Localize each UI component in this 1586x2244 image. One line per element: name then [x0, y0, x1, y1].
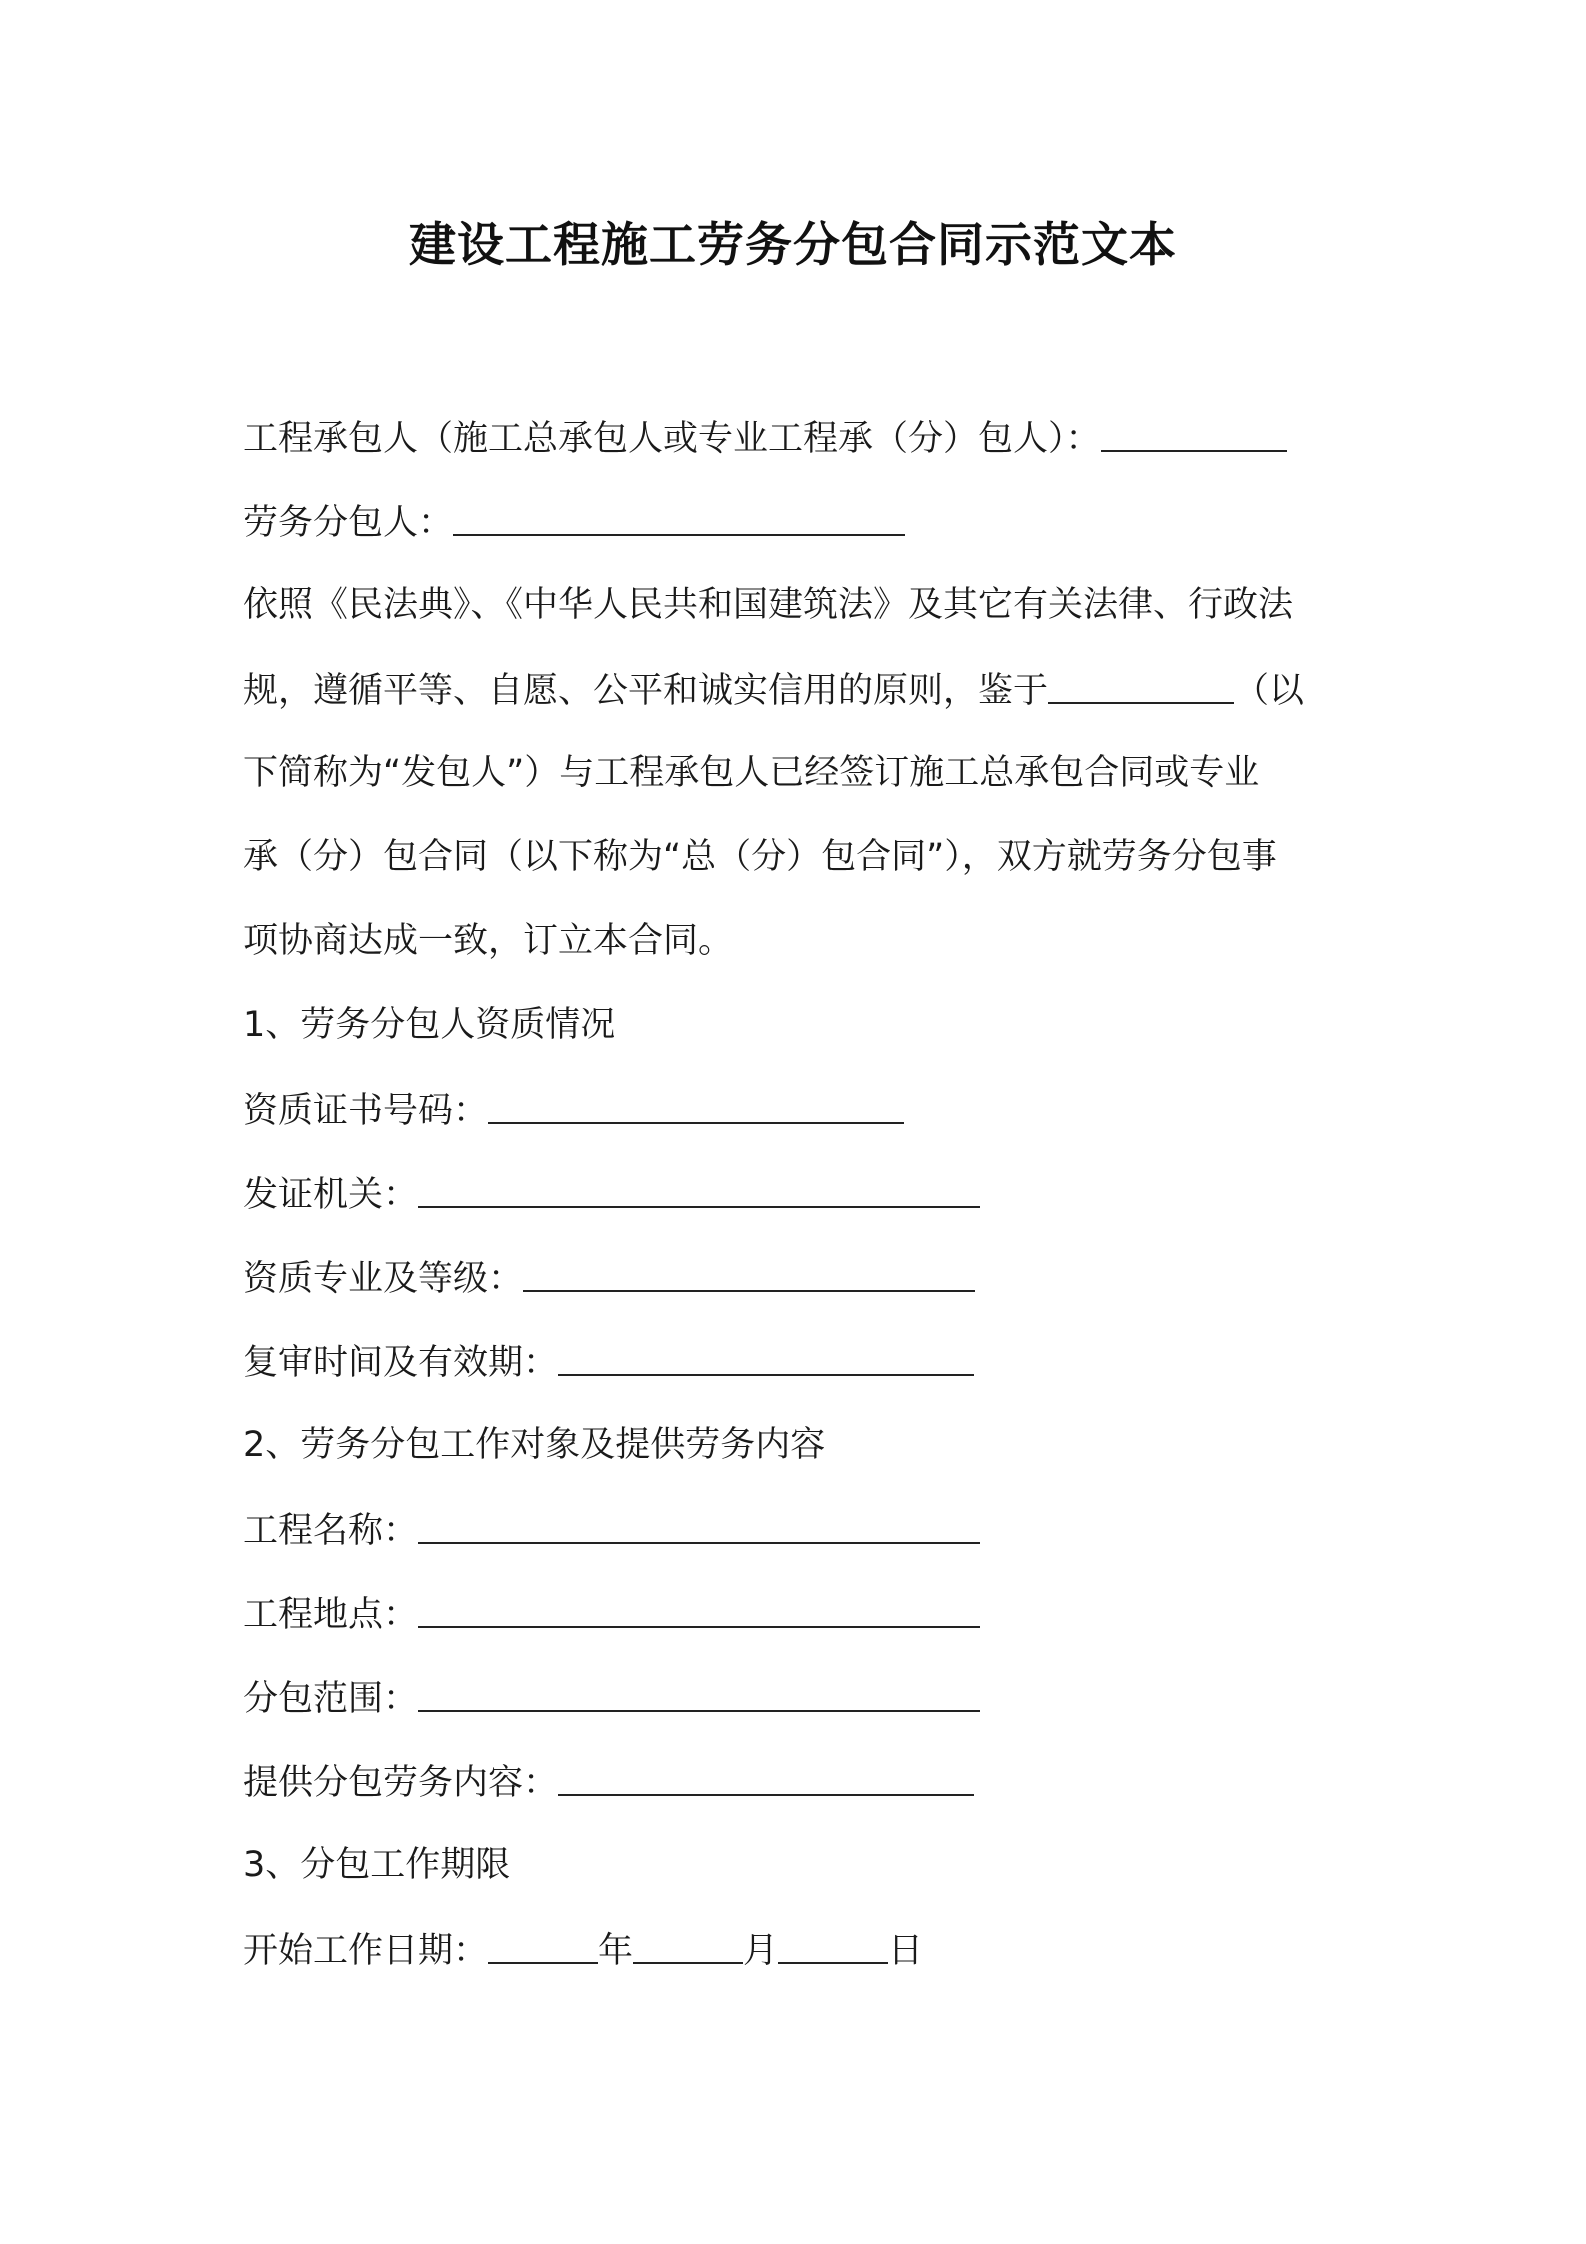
review-line: [243, 1334, 1353, 1390]
preamble-line-1: 依照《民法典》、《中华人民共和国建筑法》及其它有关法律、行政法: [243, 585, 1294, 625]
project-location-blank[interactable]: [418, 1586, 980, 1628]
issuer-blank[interactable]: [418, 1166, 980, 1208]
contractor-blank[interactable]: [1101, 410, 1287, 452]
contractor-line: [243, 410, 1353, 466]
preamble-line-4: 承（分）包合同（以下称为“总（分）包合同”），双方就劳务分包事: [243, 837, 1277, 877]
subcontractor-blank[interactable]: [453, 494, 905, 536]
page-title: 建设工程施工劳务分包合同示范文本: [409, 218, 1177, 273]
employer-blank[interactable]: [1048, 662, 1234, 704]
scope-line: [243, 1670, 1353, 1726]
start-year-blank[interactable]: [488, 1922, 598, 1964]
start-month-blank[interactable]: [633, 1922, 743, 1964]
project-location-label: 工程地点：: [243, 1595, 419, 1635]
scope-label: 分包范围：: [243, 1679, 419, 1719]
project-name-line: [243, 1502, 1353, 1558]
start-day-blank[interactable]: [778, 1922, 888, 1964]
day-label: 日: [888, 1931, 924, 1971]
review-blank[interactable]: [558, 1334, 974, 1376]
content-line: [243, 1754, 1353, 1810]
contractor-label: 工程承包人（施工总承包人或专业工程承（分）包人）：: [243, 419, 1101, 459]
section-2-heading: 2、劳务分包工作对象及提供劳务内容: [243, 1425, 826, 1465]
specialty-blank[interactable]: [523, 1250, 975, 1292]
issuer-line: [243, 1166, 1353, 1222]
year-label: 年: [598, 1931, 634, 1971]
start-date-label: 开始工作日期：: [243, 1931, 489, 1971]
cert-no-blank[interactable]: [488, 1082, 904, 1124]
project-name-label: 工程名称：: [243, 1511, 419, 1551]
project-location-line: [243, 1586, 1353, 1642]
specialty-label: 资质专业及等级：: [243, 1259, 524, 1299]
start-date-line: [243, 1922, 1353, 1978]
issuer-label: 发证机关：: [243, 1175, 419, 1215]
preamble-line-2-text: 规，遵循平等、自愿、公平和诚实信用的原则，鉴于: [243, 671, 1049, 711]
cert-no-line: [243, 1082, 1353, 1138]
subcontractor-line: [243, 494, 1353, 550]
section-3-heading: 3、分包工作期限: [243, 1845, 511, 1885]
content-blank[interactable]: [558, 1754, 974, 1796]
content-label: 提供分包劳务内容：: [243, 1763, 559, 1803]
preamble-line-5: 项协商达成一致，订立本合同。: [243, 921, 734, 961]
preamble-line-3: 下简称为“发包人”）与工程承包人已经签订施工总承包合同或专业: [243, 753, 1260, 793]
month-label: 月: [743, 1931, 779, 1971]
cert-no-label: 资质证书号码：: [243, 1091, 489, 1131]
review-label: 复审时间及有效期：: [243, 1343, 559, 1383]
project-name-blank[interactable]: [418, 1502, 980, 1544]
subcontractor-label: 劳务分包人：: [243, 503, 454, 543]
preamble-line-2-tail: （以: [1234, 671, 1305, 711]
preamble-line-2: [243, 662, 1353, 718]
scope-blank[interactable]: [418, 1670, 980, 1712]
specialty-line: [243, 1250, 1353, 1306]
section-1-heading: 1、劳务分包人资质情况: [243, 1005, 616, 1045]
